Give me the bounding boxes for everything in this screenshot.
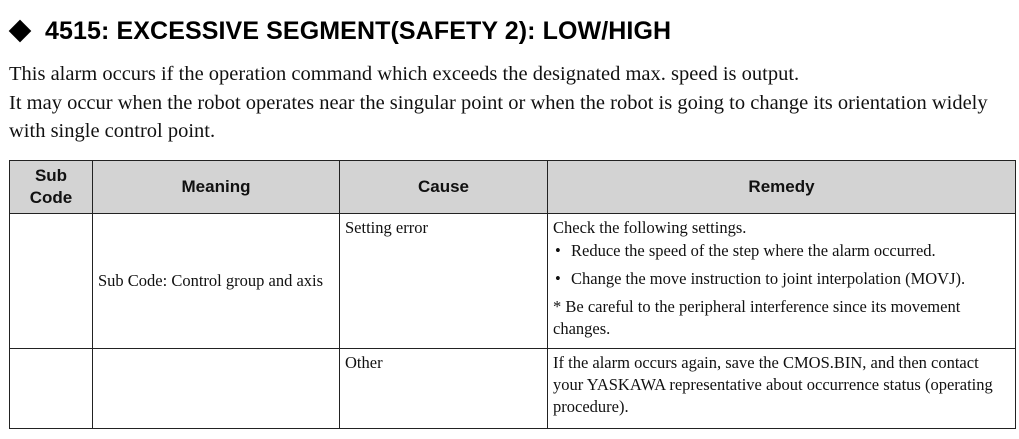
remedy-cell: If the alarm occurs again, save the CMOS.BIN, and then contact your YASKAWA representative about occurrence status (operating procedure). (548, 349, 1016, 429)
diamond-bullet-icon (9, 20, 32, 43)
sub-code-cell (10, 349, 93, 429)
remedy-note: * Be careful to the peripheral interference since its movement changes. (553, 297, 961, 338)
header-sub-code: Sub Code (10, 161, 93, 214)
list-item: • Change the move instruction to joint interpolation (MOVJ). (553, 268, 1010, 290)
alarm-description (9, 60, 1014, 146)
table-row (10, 349, 1016, 429)
alarm-title: 4515: EXCESSIVE SEGMENT(SAFETY 2): LOW/HIGH (45, 16, 672, 45)
table-header-row (10, 161, 1016, 214)
meaning-cell (93, 349, 340, 429)
cause-cell: Setting error (340, 214, 548, 349)
remedy-intro: Check the following settings. (553, 218, 747, 237)
alarm-table (9, 160, 1016, 429)
list-item: • Reduce the speed of the step where the alarm occurred. (553, 240, 1010, 262)
header-remedy: Remedy (548, 161, 1016, 214)
header-cause: Cause (340, 161, 548, 214)
description-line-2: It may occur when the robot operates near the singular point or when the robot is going to change its orientation widely with single control point. (9, 91, 988, 142)
remedy-list (553, 240, 1010, 290)
sub-code-cell (10, 214, 93, 349)
remedy-cell (548, 214, 1016, 349)
cause-cell: Other (340, 349, 548, 429)
meaning-cell: Sub Code: Control group and axis (93, 214, 340, 349)
alarm-heading (9, 14, 671, 48)
table-row (10, 214, 1016, 349)
header-meaning: Meaning (93, 161, 340, 214)
description-line-1: This alarm occurs if the operation command which exceeds the designated max. speed is output. (9, 63, 800, 85)
